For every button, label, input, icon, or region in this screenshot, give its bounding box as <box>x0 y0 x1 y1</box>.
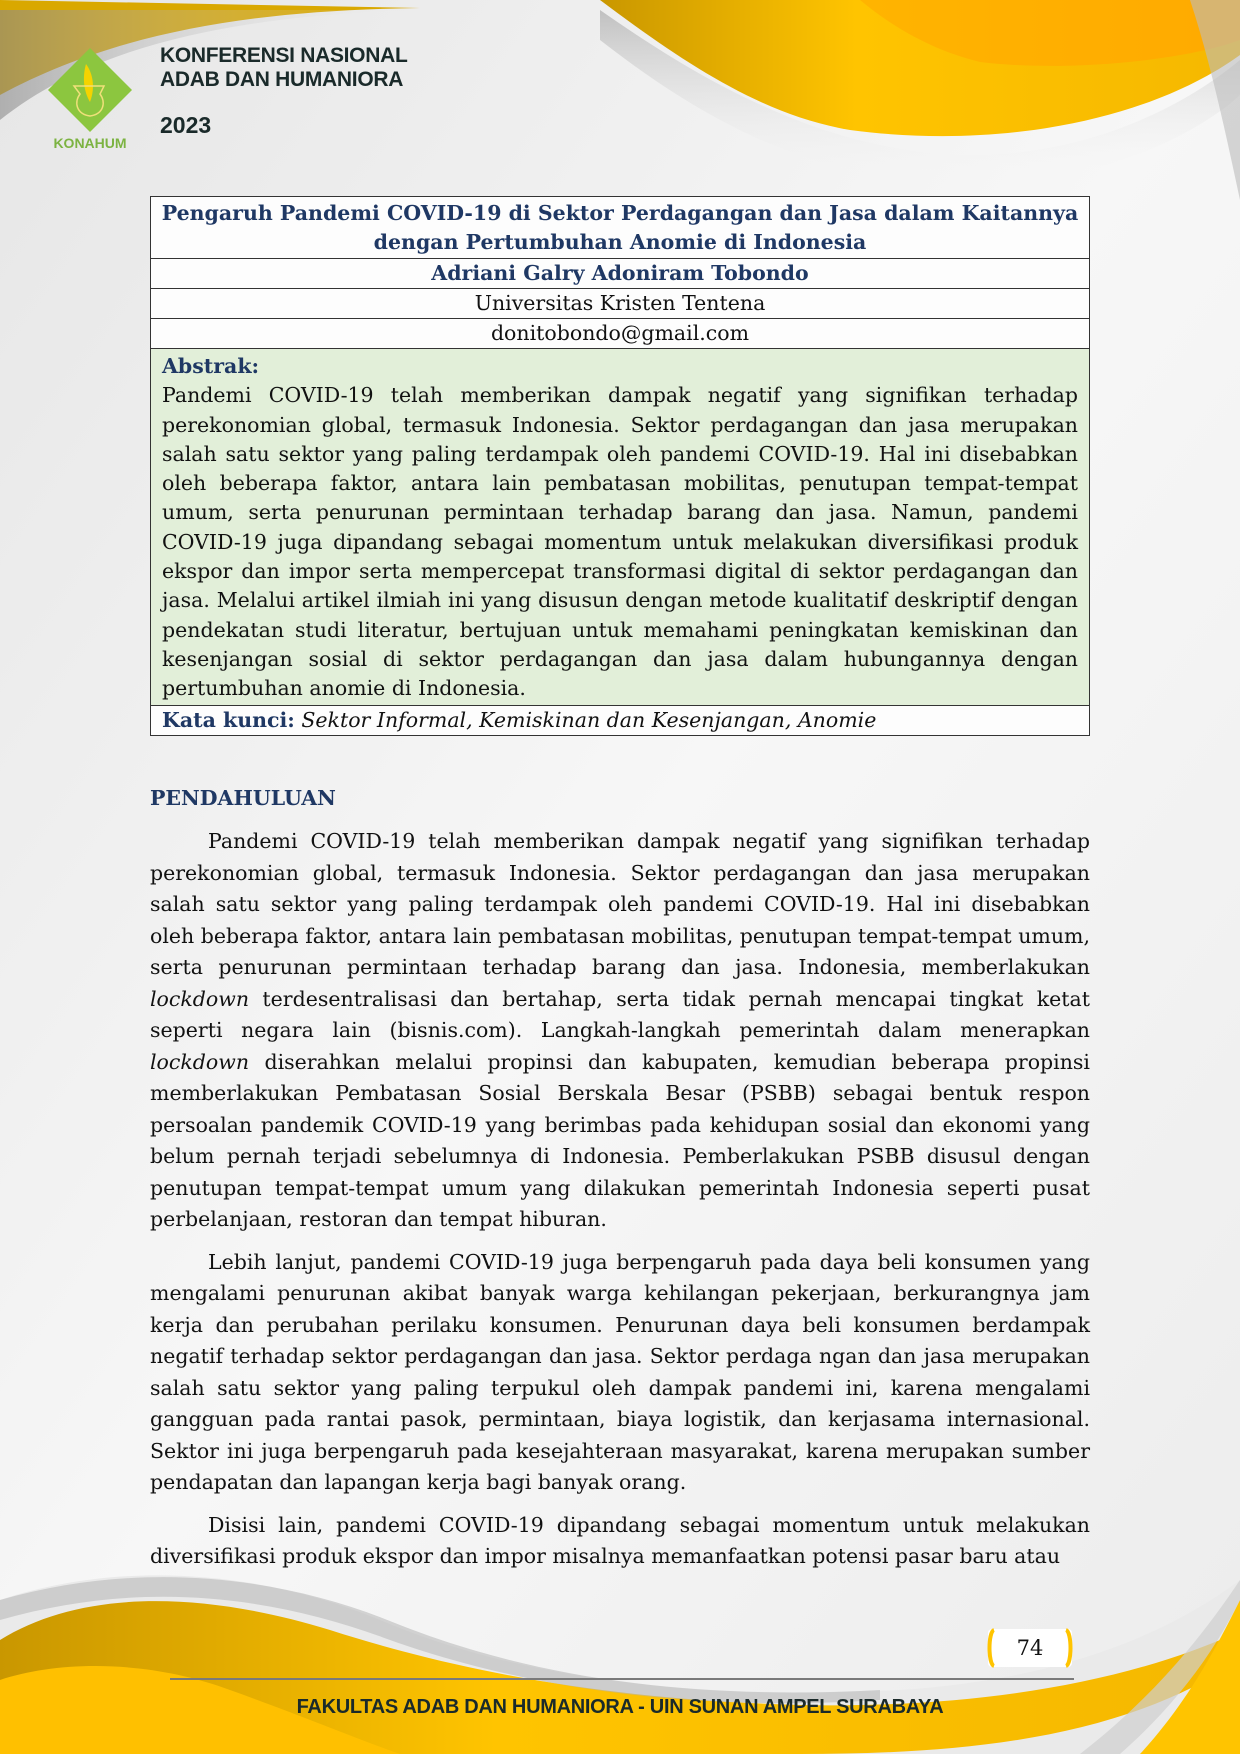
keywords-row <box>151 705 1090 735</box>
conference-title <box>160 44 407 92</box>
abstract-text: Pandemi COVID-19 telah memberikan dampak negatif yang signifikan terhadap perekonomian global, termasuk Indonesia. Sektor perdagangan dan jasa merupakan salah satu sektor yang paling terdampak oleh pandemi COVID-19. Hal ini disebabkan oleh beberapa faktor, antara lain pembatasan mobilitas, penutupan tempat-tempat umum, serta penurunan permintaan terhadap barang dan jasa. Namun, pandemi COVID-19 juga dipandang sebagai momentum untuk melakukan diversifikasi produk ekspor dan impor serta mempercepat transformasi digital di sektor perdagangan dan jasa. Melalui artikel ilmiah ini yang disusun dengan metode kualitatif deskriptif dengan pendekatan studi literatur, bertujuan untuk memahami peningkatan kemiskinan dan kesenjangan sosial di sektor perdagangan dan jasa dalam hubungannya dengan pertumbuhan anomie di Indonesia. <box>162 383 1078 701</box>
body-paragraph: Lebih lanjut, pandemi COVID-19 juga berpengaruh pada daya beli konsumen yang mengalami penurunan akibat banyak warga kehilangan pekerjaan, berkurangnya jam kerja dan perubahan perilaku konsumen. Penurunan daya beli konsumen berdampak negatif terhadap sektor perdagangan dan jasa. Sektor perdaga ngan dan jasa merupakan salah satu sektor yang paling terpukul oleh dampak pandemi ini, karena mengalami gangguan pada rantai pasok, permintaan, biaya logistik, dan kerjasama internasional. Sektor ini juga berpengaruh pada kesejahteraan masyarakat, karena merupakan sumber pendapatan dan lapangan kerja bagi banyak orang. <box>150 1249 1090 1494</box>
author-name: Adriani Galry Adoniram Tobondo <box>151 259 1090 289</box>
body-paragraph <box>150 826 1090 1236</box>
author-email: donitobondo@gmail.com <box>151 319 1090 349</box>
conference-year: 2023 <box>160 112 212 138</box>
keywords <box>151 705 1090 735</box>
section-body <box>150 826 1090 1584</box>
page-number: 74 <box>1016 1636 1044 1660</box>
author-row <box>151 259 1090 289</box>
italic-term: lockdown <box>150 1049 250 1074</box>
article-title: Pengaruh Pandemi COVID-19 di Sektor Perdagangan dan Jasa dalam Kaitannya dengan Pertumbuhan Anomie di Indonesia <box>151 197 1090 259</box>
abstract-row <box>151 349 1090 706</box>
abstract-box <box>151 349 1090 706</box>
author-affiliation: Universitas Kristen Tentena <box>151 289 1090 319</box>
abstract-label: Abstrak: <box>162 354 260 378</box>
affiliation-row <box>151 289 1090 319</box>
keywords-label: Kata kunci: <box>162 707 295 732</box>
article-metadata-table <box>150 196 1090 736</box>
footer-divider <box>170 1678 1074 1680</box>
conference-title-line1: KONFERENSI NASIONAL <box>160 44 408 67</box>
page-number-box <box>984 1628 1076 1668</box>
email-row <box>151 319 1090 349</box>
paragraph-text: Pandemi COVID-19 telah memberikan dampak negatif yang signifikan terhadap perekonomian global, termasuk Indonesia. Sektor perdagangan dan jasa merupakan salah satu sektor yang paling terdampak oleh pandemi COVID-19. Hal ini disebabkan oleh beberapa faktor, antara lain pembatasan mobilitas, penutupan tempat-tempat umum, serta penurunan permintaan terhadap barang dan jasa. Indonesia, memberlakukan <box>150 829 1090 979</box>
paragraph-text: terdesentralisasi dan bertahap, serta tidak pernah mencapai tingkat ketat seperti negara lain (bisnis.com). Langkah-langkah pemerintah dalam menerapkan <box>150 986 1090 1042</box>
section-heading: PENDAHULUAN <box>150 786 336 810</box>
paragraph-text: diserahkan melalui propinsi dan kabupaten, kemudian beberapa propinsi memberlakukan Pembatasan Sosial Berskala Besar (PSBB) sebagai bentuk respon persoalan pandemik COVID-19 yang berimbas pada kehidupan sosial dan ekonomi yang belum pernah terjadi sebelumnya di Indonesia. Pemberlakukan PSBB disusul dengan penutupan tempat-tempat umum yang dilakukan pemerintah Indonesia seperti pusat perbelanjaan, restoran dan tempat hiburan. <box>150 1049 1090 1231</box>
italic-term: lockdown <box>150 986 250 1011</box>
body-paragraph: Disisi lain, pandemi COVID-19 dipandang sebagai momentum untuk melakukan diversifikasi produk ekspor dan impor misalnya memanfaatkan potensi pasar baru atau <box>150 1512 1090 1568</box>
konahum-logo <box>44 46 136 152</box>
logo-wordmark: KONAHUM <box>53 135 127 151</box>
title-row <box>151 197 1090 259</box>
footer-institution: FAKULTAS ADAB DAN HUMANIORA - UIN SUNAN AMPEL SURABAYA <box>296 1696 944 1718</box>
conference-title-line2: ADAB DAN HUMANIORA <box>160 68 404 91</box>
keywords-value: Sektor Informal, Kemiskinan dan Kesenjangan, Anomie <box>301 707 877 732</box>
